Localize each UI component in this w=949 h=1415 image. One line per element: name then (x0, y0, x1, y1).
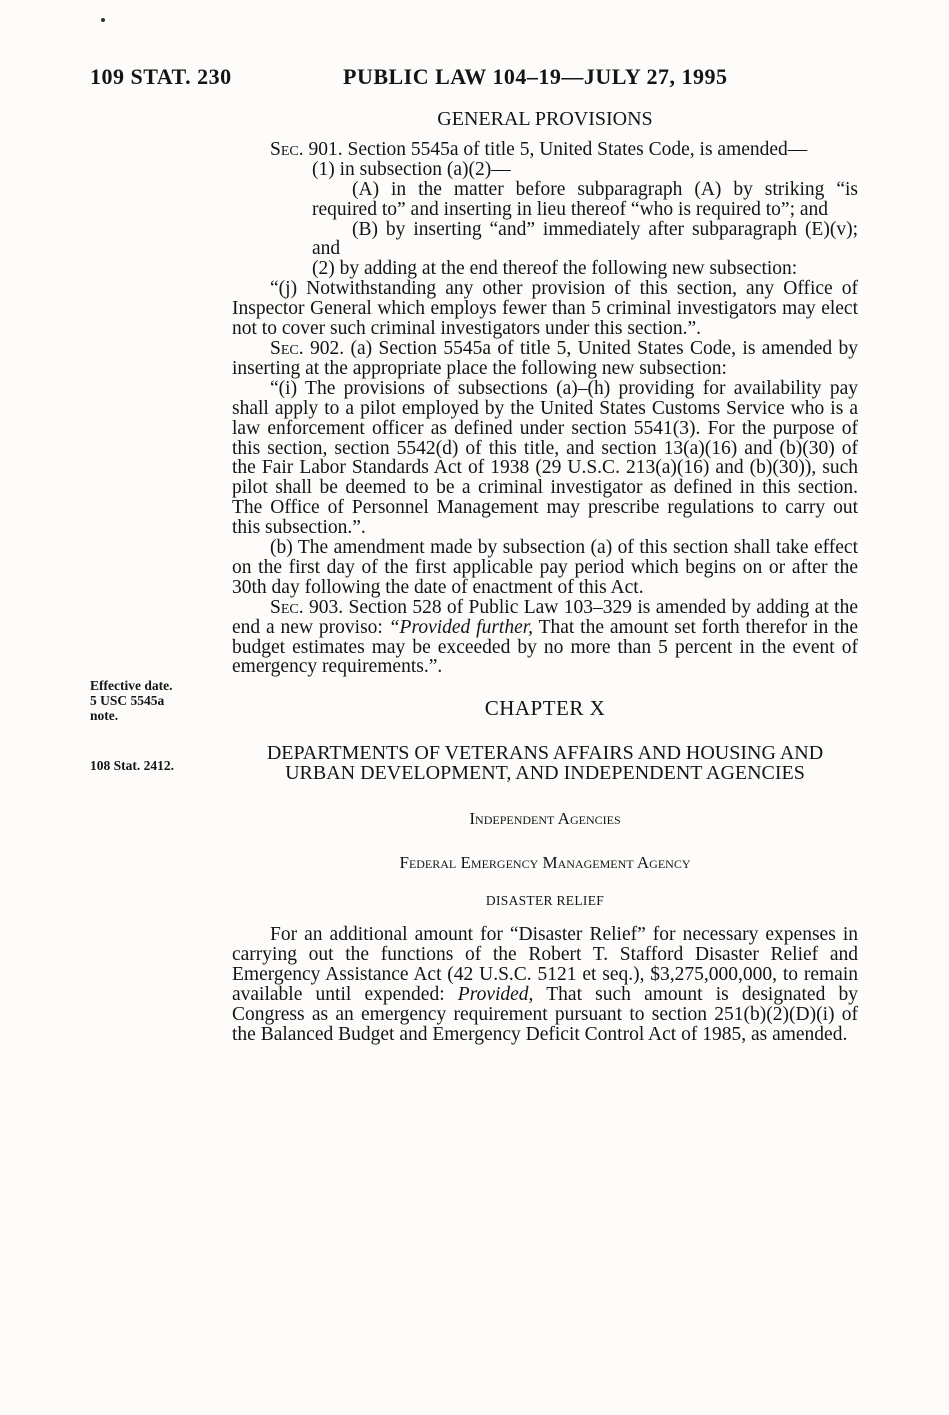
paragraph-text: Section 5545a of title 5, United States Code, is amended— (347, 138, 808, 160)
stat-page-number: 109 STAT. 230 (90, 64, 232, 89)
margin-note-line: Effective date. (90, 678, 173, 693)
margin-note-line: note. (90, 708, 119, 723)
running-header: PUBLIC LAW 104–19—JULY 27, 1995 (343, 64, 728, 89)
independent-agencies-heading: Independent Agencies (469, 809, 621, 829)
fema-heading: Federal Emergency Management Agency (399, 853, 691, 873)
sec-902-subsection-i: “(i) The provisions of subsections (a)–(h) providing for availability pay shall apply to a pilot employed by the United States Customs Service who is a law enforcement officer as defined under section 5541(3). For the purpose of this section, section 5542(d) of this title, and section 13(a)(16) and (b)(30) of the Fair Labor Standards Act of 1938 (29 U.S.C. 213(a)(16) and (b)(30)), such pilot shall be deemed to be a criminal investigator as defined in this section. The Office of Personnel Management may prescribe regulations to carry out this subsection.”. (232, 377, 858, 539)
paragraph-text: That the amount set forth therefor in the budget estimates may be exceeded by no more than 5 percent in the event of emergency requirements.”. (232, 616, 858, 678)
section-label: Sec. 903. (270, 596, 344, 618)
section-heading: GENERAL PROVISIONS (437, 108, 653, 130)
margin-note-stat-reference: 108 Stat. 2412. (90, 758, 174, 773)
sec-901-subsection-j: “(j) Notwithstanding any other provision of this section, any Office of Inspector General which employs fewer than 5 criminal investigators may elect not to cover such criminal investigators under this section.”. (232, 278, 858, 340)
section-label: Sec. 901. (270, 138, 343, 160)
body-text (232, 110, 858, 1044)
proviso-italic: Provided, (457, 983, 534, 1005)
sec-901-para-1: (1) in subsection (a)(2)— (312, 158, 511, 180)
margin-note-effective-date (90, 678, 172, 723)
disaster-relief-paragraph (232, 925, 858, 1044)
paragraph-text: For an additional amount for “Disaster Relief” for necessary expenses in carrying out the functions of the Robert T. Stafford Disaster Relief and Emergency Assistance Act (42 U.S.C. 5121 et seq.), $3,275,000,000, to remain available until expended: (232, 924, 858, 1005)
margin-note-line: 5 USC 5545a (90, 693, 165, 708)
sec-902-b: (b) The amendment made by subsection (a) of this section shall take effect on the first day of the first applicable pay period which begins on or after the 30th day following the date of enactment of this Act. (232, 537, 858, 598)
sec-901-para-B: (B) by inserting “and” immediately after subparagraph (E)(v); and (312, 218, 858, 260)
disaster-relief-heading: DISASTER RELIEF (485, 893, 605, 909)
paragraph-text: That such amount is designated by Congress as an emergency requirement pursuant to section 251(b)(2)(D)(i) of the Balanced Budget and Emergency Deficit Control Act of 1985, as amended. (232, 983, 859, 1045)
paragraph-text: Section 528 of Public Law 103–329 is amended by adding at the end a new proviso: (232, 596, 858, 638)
section-label: Sec. 902. (270, 337, 345, 359)
chapter-heading: CHAPTER X (484, 696, 606, 721)
departments-heading: DEPARTMENTS OF VETERANS AFFAIRS AND HOUSING AND URBAN DEVELOPMENT, AND INDEPENDENT AGENCIES (266, 742, 824, 785)
paragraph-text: (a) Section 5545a of title 5, United States Code, is amended by inserting at the appropriate place the following new subsection: (232, 337, 859, 379)
proviso-italic: “Provided further, (388, 616, 534, 638)
sec-903 (232, 598, 858, 678)
scan-mark (101, 18, 105, 22)
sec-902-a (232, 339, 858, 379)
sec-901-para-2: (2) by adding at the end thereof the following new subsection: (312, 258, 798, 280)
sec-901-para-A: (A) in the matter before subparagraph (A) by striking “is required to” and inserting in lieu thereof “who is required to”; and (312, 178, 858, 220)
sec-901-intro (232, 140, 858, 160)
